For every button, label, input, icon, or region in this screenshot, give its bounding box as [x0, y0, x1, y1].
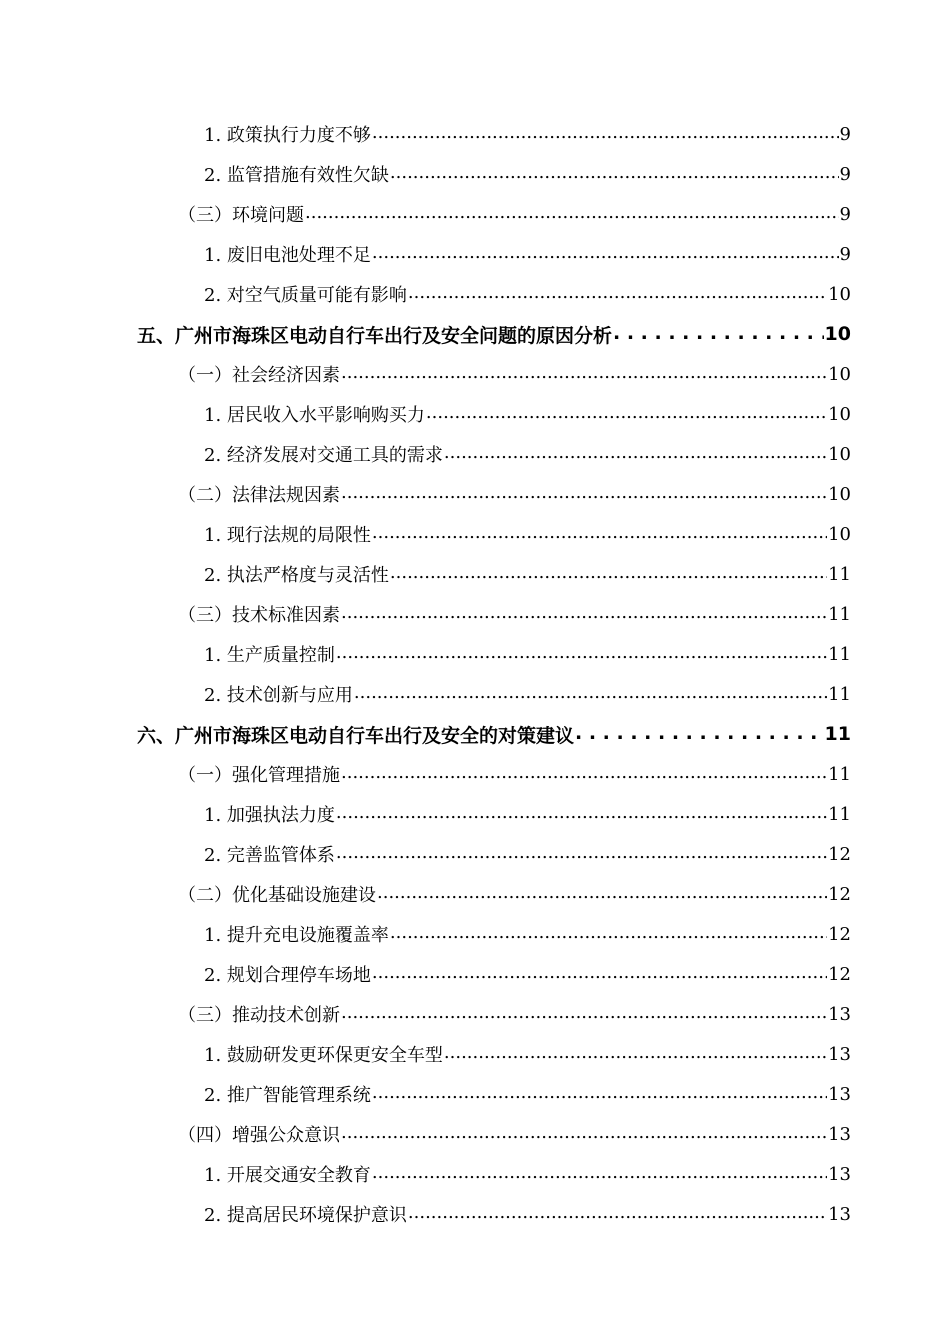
toc-entry[interactable] [178, 474, 851, 514]
toc-entry-page: 9 [839, 243, 851, 265]
toc-entry-title: 1. 废旧电池处理不足 [204, 245, 371, 266]
toc-entry-title: （一）社会经济因素 [178, 365, 340, 386]
dot-leader [377, 883, 827, 905]
toc-entry[interactable] [204, 394, 851, 434]
toc-entry-page: 10 [828, 363, 851, 385]
toc-entry-title: 1. 现行法规的局限性 [204, 525, 371, 546]
toc-entry[interactable] [178, 594, 851, 634]
toc-entry-page: 12 [828, 843, 851, 865]
toc-entry[interactable] [204, 274, 851, 314]
toc-entry-page: 9 [839, 163, 851, 185]
toc-entry[interactable] [204, 914, 851, 954]
dot-leader [372, 1163, 827, 1185]
toc-entry-title: 2. 对空气质量可能有影响 [204, 285, 407, 306]
toc-entry-title: 2. 技术创新与应用 [204, 685, 353, 706]
toc-entry[interactable] [204, 794, 851, 834]
toc-entry-title: 1. 生产质量控制 [204, 645, 335, 666]
dot-leader [444, 443, 827, 465]
toc-entry-page: 10 [824, 323, 851, 345]
toc-entry-page: 13 [828, 1083, 851, 1105]
toc-entry[interactable] [204, 434, 851, 474]
toc-entry-page: 11 [828, 603, 851, 625]
toc-entry[interactable] [204, 954, 851, 994]
toc-entry[interactable] [178, 994, 851, 1034]
toc-entry-title: （一）强化管理措施 [178, 765, 340, 786]
toc-entry[interactable] [204, 234, 851, 274]
toc-entry-page: 11 [824, 723, 851, 745]
toc-entry[interactable] [178, 874, 851, 914]
dot-leader [341, 603, 827, 625]
toc-entry-title: 1. 鼓励研发更环保更安全车型 [204, 1045, 443, 1066]
toc-entry-page: 10 [828, 483, 851, 505]
toc-entry-title: 五、广州市海珠区电动自行车出行及安全问题的原因分析 [137, 324, 613, 347]
dot-leader [341, 483, 827, 505]
toc-entry-page: 11 [828, 683, 851, 705]
dot-leader [341, 1003, 827, 1025]
dot-leader [372, 1083, 827, 1105]
toc-entry-page: 9 [839, 203, 851, 225]
toc-entry-page: 10 [828, 523, 851, 545]
toc-entry-page: 13 [828, 1203, 851, 1225]
dot-leader [336, 843, 827, 865]
toc-entry-page: 13 [828, 1003, 851, 1025]
toc-entry[interactable] [178, 354, 851, 394]
dot-leader [390, 923, 827, 945]
toc-entry-title: （二）优化基础设施建设 [178, 885, 376, 906]
toc-entry-page: 9 [839, 123, 851, 145]
dot-leader [336, 643, 827, 665]
toc-entry-page: 13 [828, 1163, 851, 1185]
dot-leader [390, 163, 839, 185]
toc-entry-title: 2. 推广智能管理系统 [204, 1085, 371, 1106]
toc-entry-title: 1. 政策执行力度不够 [204, 125, 371, 146]
toc-entry-page: 11 [828, 643, 851, 665]
toc-entry-title: 2. 规划合理停车场地 [204, 965, 371, 986]
toc-entry-page: 10 [828, 283, 851, 305]
toc-entry-title: 1. 提升充电设施覆盖率 [204, 925, 389, 946]
toc-entry[interactable] [204, 1194, 851, 1234]
toc-entry[interactable] [204, 1154, 851, 1194]
dot-leader [372, 243, 839, 265]
dot-leader [372, 963, 827, 985]
dot-leader [426, 403, 827, 425]
dot-leader [305, 203, 839, 225]
dot-leader [390, 563, 827, 585]
toc-entry-page: 10 [828, 443, 851, 465]
toc-entry-page: 13 [828, 1123, 851, 1145]
toc-entry[interactable] [204, 514, 851, 554]
dot-leader [341, 763, 827, 785]
dot-leader [613, 323, 824, 346]
dot-leader [444, 1043, 827, 1065]
toc-entry-title: 1. 居民收入水平影响购买力 [204, 405, 425, 426]
toc-entry-title: （三）推动技术创新 [178, 1005, 340, 1026]
toc-entry[interactable] [204, 114, 851, 154]
dot-leader [354, 683, 827, 705]
dot-leader [372, 123, 839, 145]
toc-entry-title: 1. 加强执法力度 [204, 805, 335, 826]
toc-entry[interactable] [204, 1074, 851, 1114]
toc-entry-title: （三）技术标准因素 [178, 605, 340, 626]
toc-entry-page: 12 [828, 923, 851, 945]
toc-entry[interactable] [178, 754, 851, 794]
toc-entry[interactable] [204, 834, 851, 874]
dot-leader [341, 363, 827, 385]
toc-entry[interactable] [204, 554, 851, 594]
toc-entry-title: （二）法律法规因素 [178, 485, 340, 506]
toc-entry[interactable] [178, 1114, 851, 1154]
dot-leader [575, 723, 824, 746]
toc-entry[interactable] [137, 714, 851, 754]
toc-entry-page: 12 [828, 963, 851, 985]
toc-entry-page: 11 [828, 563, 851, 585]
toc-entry-page: 10 [828, 403, 851, 425]
toc-entry-page: 12 [828, 883, 851, 905]
toc-entry[interactable] [137, 314, 851, 354]
toc-entry-title: （三）环境问题 [178, 205, 304, 226]
dot-leader [341, 1123, 827, 1145]
toc-entry-title: 2. 监管措施有效性欠缺 [204, 165, 389, 186]
toc-entry-title: 2. 经济发展对交通工具的需求 [204, 445, 443, 466]
toc-entry-title: （四）增强公众意识 [178, 1125, 340, 1146]
toc-entry-title: 2. 执法严格度与灵活性 [204, 565, 389, 586]
dot-leader [336, 803, 827, 825]
dot-leader [372, 523, 827, 545]
toc-entry-page: 11 [828, 803, 851, 825]
toc-entry[interactable] [204, 634, 851, 674]
toc-entry[interactable] [178, 194, 851, 234]
toc-entry-title: 2. 完善监管体系 [204, 845, 335, 866]
toc-entry[interactable] [204, 154, 851, 194]
toc-entry-page: 11 [828, 763, 851, 785]
dot-leader [408, 1203, 827, 1225]
toc-entry-title: 2. 提高居民环境保护意识 [204, 1205, 407, 1226]
toc-entry[interactable] [204, 674, 851, 714]
toc-entry-title: 六、广州市海珠区电动自行车出行及安全的对策建议 [137, 724, 575, 747]
dot-leader [408, 283, 827, 305]
toc-entry-page: 13 [828, 1043, 851, 1065]
toc-entry[interactable] [204, 1034, 851, 1074]
toc-entry-title: 1. 开展交通安全教育 [204, 1165, 371, 1186]
